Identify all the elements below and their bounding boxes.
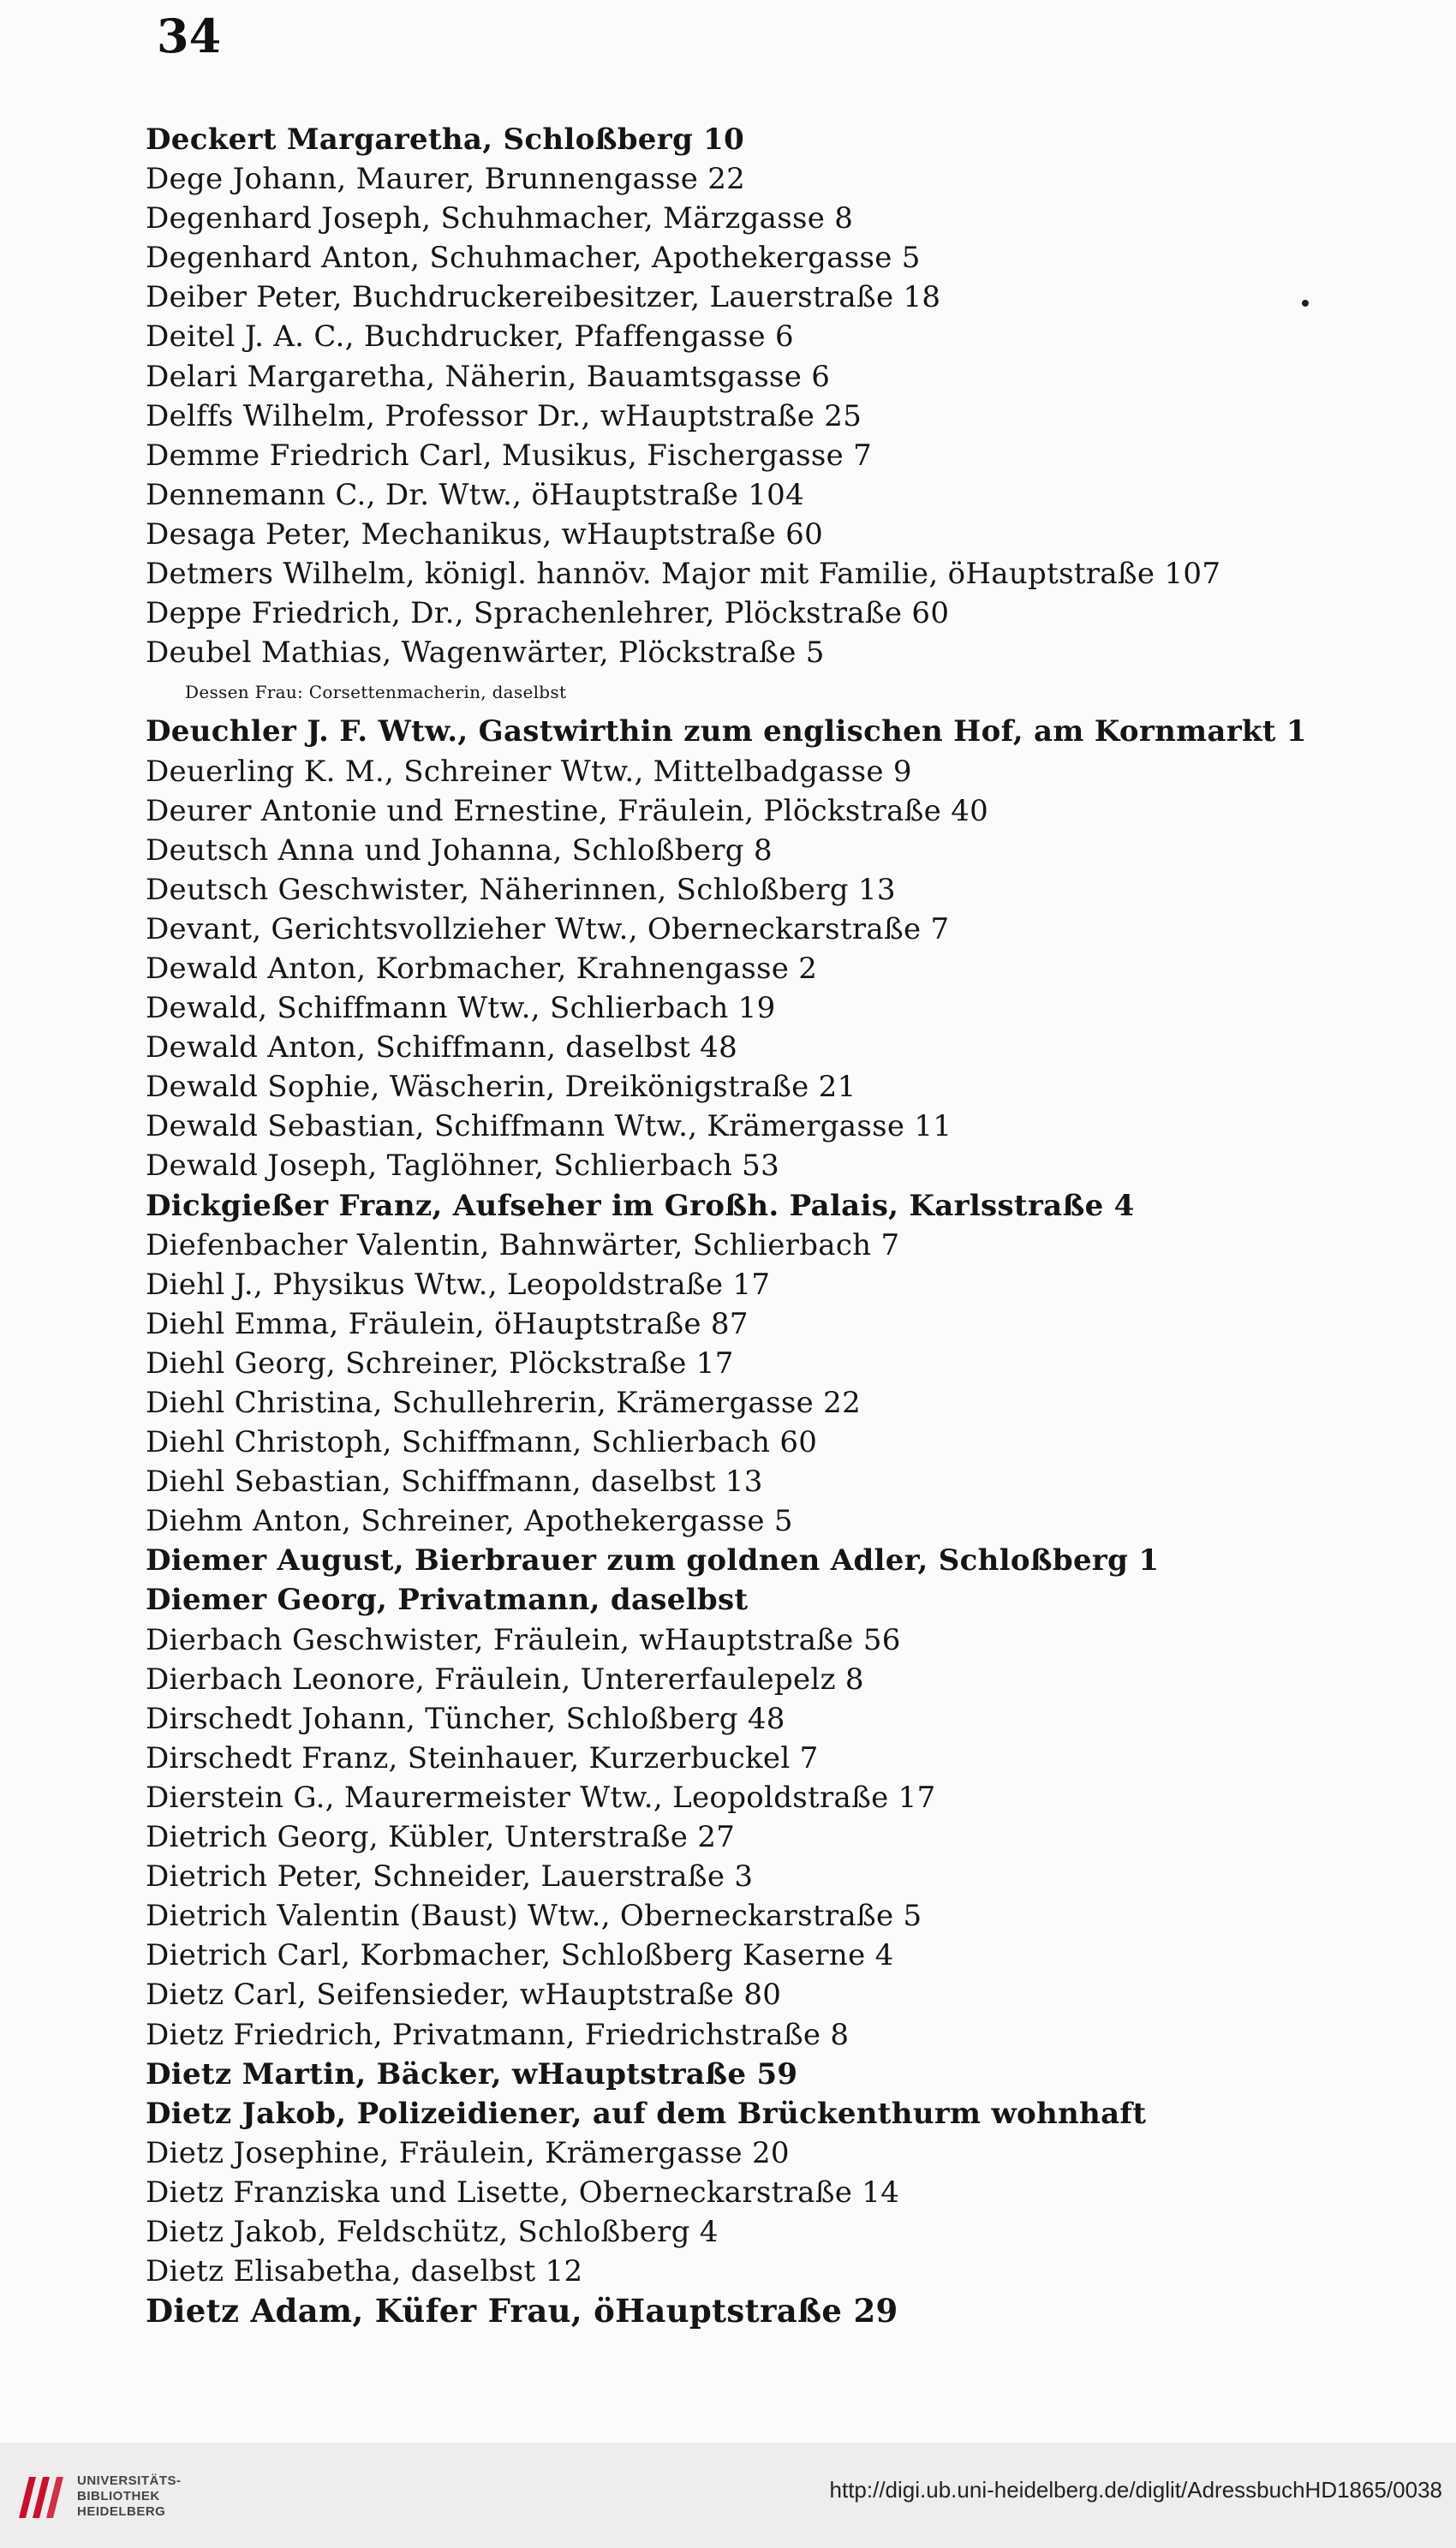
address-entry: Demme Friedrich Carl, Musikus, Fischergasse 7 (146, 438, 873, 473)
address-entry: Dickgießer Franz, Aufseher im Großh. Palais, Karlsstraße 4 (146, 1188, 1135, 1223)
address-entry: Deurer Antonie und Ernestine, Fräulein, Plöckstraße 40 (146, 793, 989, 828)
address-entries-list (146, 120, 1413, 2330)
address-entry: Dierbach Geschwister, Fräulein, wHauptstraße 56 (146, 1622, 901, 1657)
address-entry: Desaga Peter, Mechanikus, wHauptstraße 60 (146, 516, 823, 552)
address-entry: Deuchler J. F. Wtw., Gastwirthin zum englischen Hof, am Kornmarkt 1 (146, 714, 1307, 749)
address-entry: Diehm Anton, Schreiner, Apothekergasse 5 (146, 1504, 793, 1539)
address-entry: Delffs Wilhelm, Professor Dr., wHauptstraße 25 (146, 398, 862, 433)
address-entry: Deuerling K. M., Schreiner Wtw., Mittelbadgasse 9 (146, 754, 912, 789)
address-entry: Dietrich Peter, Schneider, Lauerstraße 3 (146, 1859, 754, 1895)
address-entry: Dietz Jakob, Feldschütz, Schloßberg 4 (146, 2214, 719, 2249)
address-entry: Dennemann C., Dr. Wtw., öHauptstraße 104 (146, 477, 805, 512)
address-entry: Diehl Georg, Schreiner, Plöckstraße 17 (146, 1346, 734, 1381)
address-entry: Dewald Sophie, Wäscherin, Dreikönigstraße 21 (146, 1070, 856, 1105)
address-entry: Dewald Sebastian, Schiffmann Wtw., Krämergasse 11 (146, 1109, 952, 1144)
address-entry: Dietrich Valentin (Baust) Wtw., Oberneckarstraße 5 (146, 1899, 922, 1934)
address-entry: Dietz Adam, Küfer Frau, öHauptstraße 29 (146, 2292, 898, 2330)
address-entry: Deubel Mathias, Wagenwärter, Plöckstraße 5 (146, 636, 825, 671)
library-name-line-1: UNIVERSITÄTS- (77, 2473, 182, 2488)
address-entry: Delari Margaretha, Näherin, Bauamtsgasse 6 (146, 359, 831, 394)
address-entry: Dietz Elisabetha, daselbst 12 (146, 2254, 583, 2289)
address-entry: Dietz Franziska und Lisette, Oberneckarstraße 14 (146, 2175, 900, 2210)
address-entry: Degenhard Joseph, Schuhmacher, Märzgasse 8 (146, 201, 854, 236)
address-entry: Diehl Emma, Fräulein, öHauptstraße 87 (146, 1306, 749, 1341)
address-entry: Dietrich Carl, Korbmacher, Schloßberg Kaserne 4 (146, 1938, 894, 1973)
address-entry: Diemer Georg, Privatmann, daselbst (146, 1583, 749, 1618)
address-entry: Deiber Peter, Buchdruckereibesitzer, Lauerstraße 18 (146, 280, 941, 315)
source-url-link[interactable]: http://digi.ub.uni-heidelberg.de/diglit/AdressbuchHD1865/0038 (829, 2477, 1442, 2503)
address-entry: Diehl J., Physikus Wtw., Leopoldstraße 17 (146, 1267, 771, 1302)
address-entry: Diehl Sebastian, Schiffmann, daselbst 13 (146, 1465, 763, 1500)
address-entry: Dierbach Leonore, Fräulein, Untererfaulepelz 8 (146, 1662, 864, 1697)
address-entry: Dietz Carl, Seifensieder, wHauptstraße 80 (146, 1978, 782, 2013)
address-entry: Dewald Anton, Korbmacher, Krahnengasse 2 (146, 951, 818, 986)
address-entry: Dirschedt Franz, Steinhauer, Kurzerbuckel 7 (146, 1740, 819, 1775)
library-name (77, 2473, 182, 2520)
address-entry: Dege Johann, Maurer, Brunnengasse 22 (146, 162, 746, 197)
address-entry: Dietz Martin, Bäcker, wHauptstraße 59 (146, 2056, 798, 2092)
address-entry: Dierstein G., Maurermeister Wtw., Leopoldstraße 17 (146, 1780, 936, 1815)
address-entry: Deppe Friedrich, Dr., Sprachenlehrer, Plöckstraße 60 (146, 596, 950, 631)
address-entry: Dessen Frau: Corsettenmacherin, daselbst (185, 682, 567, 703)
address-entry: Deitel J. A. C., Buchdrucker, Pfaffengasse 6 (146, 319, 794, 355)
address-entry: Deckert Margaretha, Schloßberg 10 (146, 122, 745, 157)
university-seal-icon (12, 2468, 69, 2525)
address-entry: Devant, Gerichtsvollzieher Wtw., Oberneckarstraße 7 (146, 911, 950, 946)
address-entry: Dietrich Georg, Kübler, Unterstraße 27 (146, 1820, 736, 1855)
address-entry: Deutsch Anna und Johanna, Schloßberg 8 (146, 832, 773, 868)
library-name-line-2: BIBLIOTHEK (77, 2489, 160, 2503)
address-entry: Diehl Christoph, Schiffmann, Schlierbach 60 (146, 1425, 818, 1460)
address-entry: Detmers Wilhelm, königl. hannöv. Major mit Familie, öHauptstraße 107 (146, 557, 1221, 592)
address-entry: Dewald Anton, Schiffmann, daselbst 48 (146, 1030, 738, 1065)
address-entry: Degenhard Anton, Schuhmacher, Apothekergasse 5 (146, 241, 921, 276)
address-entry: Dewald Joseph, Taglöhner, Schlierbach 53 (146, 1149, 780, 1184)
address-entry: Deutsch Geschwister, Näherinnen, Schloßberg 13 (146, 872, 896, 907)
address-entry: Dietz Friedrich, Privatmann, Friedrichstraße 8 (146, 2017, 850, 2052)
address-entry: Diehl Christina, Schullehrerin, Krämergasse 22 (146, 1386, 862, 1420)
address-entry: Dirschedt Johann, Tüncher, Schloßberg 48 (146, 1701, 785, 1736)
address-entry: Diefenbacher Valentin, Bahnwärter, Schlierbach 7 (146, 1227, 900, 1262)
page-number: 34 (157, 9, 222, 63)
library-footer (0, 2443, 1456, 2548)
library-name-line-3: HEIDELBERG (77, 2504, 166, 2519)
address-entry: Dewald, Schiffmann Wtw., Schlierbach 19 (146, 991, 776, 1026)
address-entry: Diemer August, Bierbrauer zum goldnen Adler, Schloßberg 1 (146, 1543, 1160, 1578)
library-logo[interactable] (12, 2465, 200, 2528)
address-entry: Dietz Jakob, Polizeidiener, auf dem Brückenthurm wohnhaft (146, 2096, 1147, 2131)
address-entry: Dietz Josephine, Fräulein, Krämergasse 20 (146, 2135, 790, 2170)
